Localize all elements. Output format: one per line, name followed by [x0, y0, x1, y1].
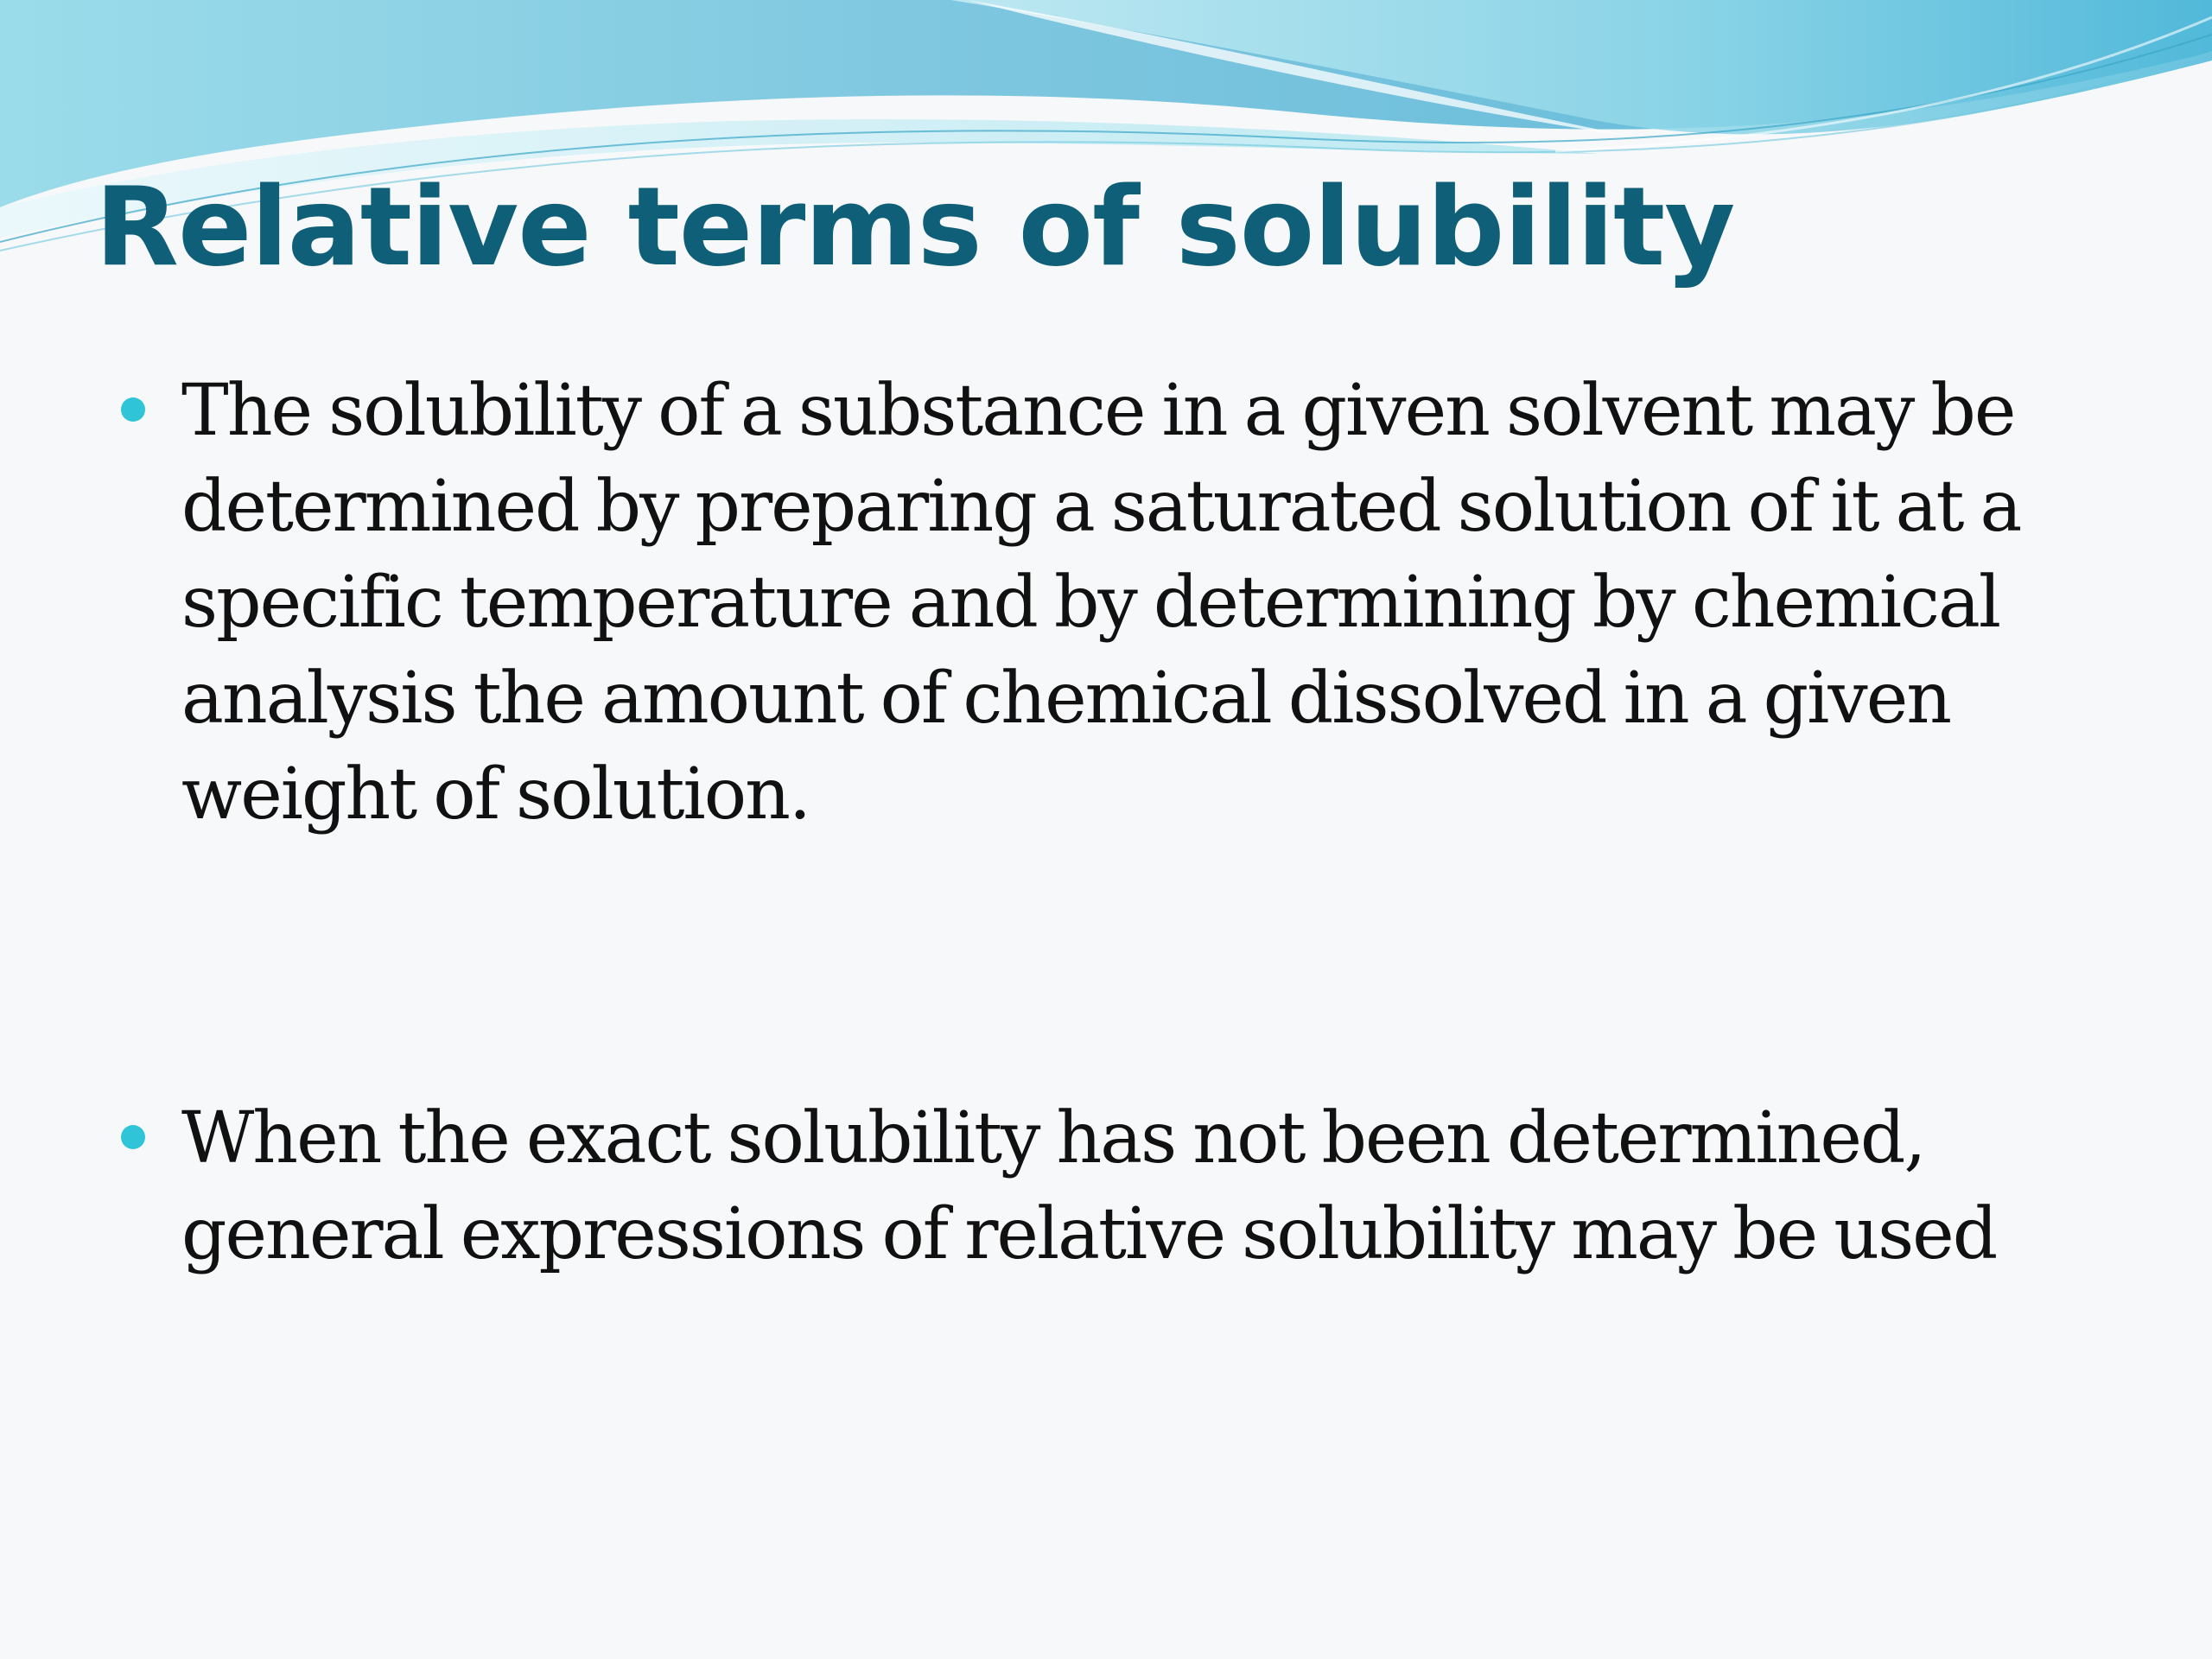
slide-title: Relative terms of solubility: [95, 163, 1735, 290]
bullet-text: The solubility of a substance in a given solvent may be determined by preparing a saturated solution of it at a specific temperature and by determining by chemical analysis the amount of chemical dissolved in a given weight of solution.: [181, 370, 2021, 836]
bullet-dot-icon: [121, 1125, 145, 1149]
bullet-text: When the exact solubility has not been determined, general expressions of relative solubility may be used: [181, 1097, 1997, 1275]
bullet-dot-icon: [121, 397, 145, 422]
